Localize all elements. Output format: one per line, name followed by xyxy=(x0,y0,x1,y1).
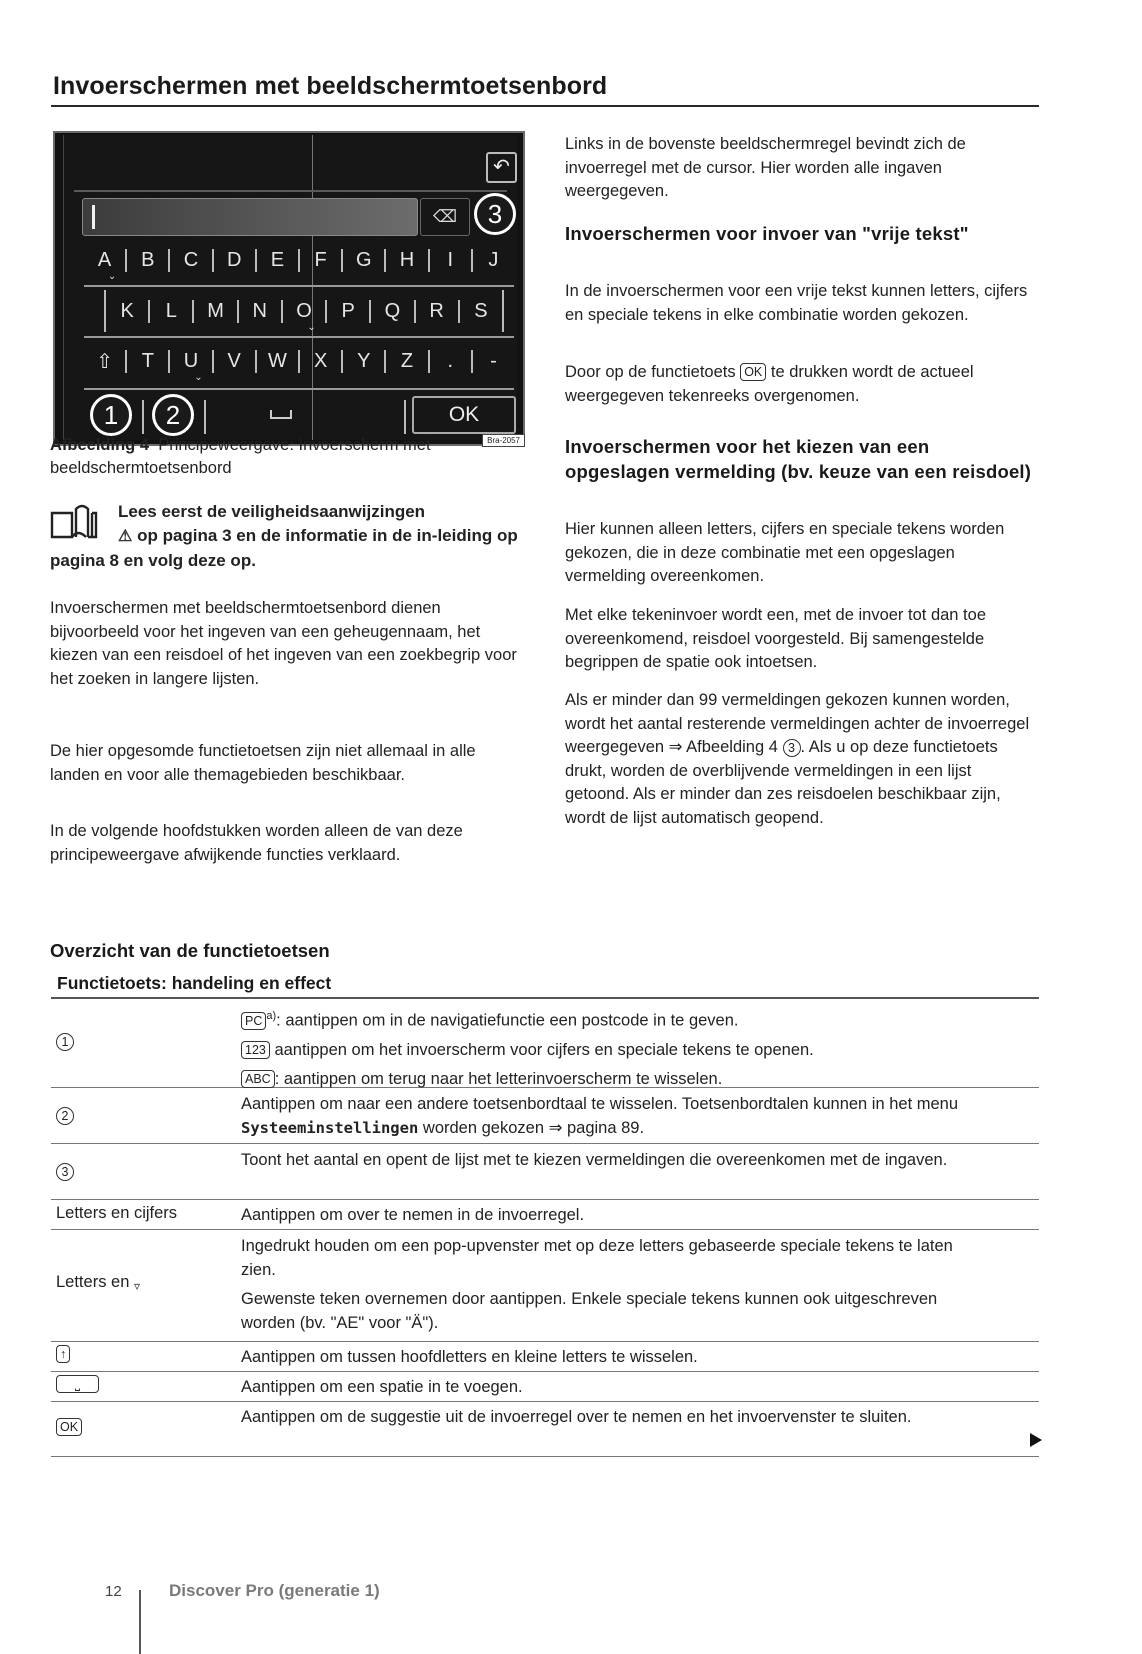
shift-keycap-icon: ↑ xyxy=(56,1345,70,1363)
figure-id: Bra-2057 xyxy=(482,434,525,447)
heading-free-text: Invoerschermen voor invoer van "vrije tekst" xyxy=(565,223,969,244)
key-separator xyxy=(404,400,406,434)
space-keycap-icon: ⎵ xyxy=(56,1375,99,1393)
table-row: ↑ Aantippen om tussen hoofdletters en kleine letters te wisselen. xyxy=(51,1342,1039,1372)
accent-icon: ⌄ xyxy=(307,321,316,333)
notice-line-1: Lees eerst de veiligheidsaanwijzingen xyxy=(118,502,426,521)
table-row: 3 Toont het aantal en opent de lijst met te kiezen vermeldingen die overeenkomen met de ingaven. xyxy=(51,1144,1039,1200)
callout-2-icon: 2 xyxy=(56,1107,74,1125)
text-cursor xyxy=(92,205,95,229)
key-a: A ⌄ xyxy=(97,248,117,282)
key-m: M xyxy=(192,300,236,323)
letters-accent-label: Letters en ▿ xyxy=(56,1273,141,1293)
table-row: ⎵ Aantippen om een spatie in te voegen. xyxy=(51,1372,1039,1402)
pc-keycap-icon: PC xyxy=(241,1012,266,1030)
right-intro: Links in de bovenste beeldschermregel bevindt zich de invoerregel met de cursor. Hier worden alle ingaven weergegeven. xyxy=(565,135,966,200)
footer-title: Discover Pro (generatie 1) xyxy=(169,1581,380,1600)
key-p: P xyxy=(325,300,369,323)
screen-area xyxy=(63,135,517,440)
left-paragraph-1: Invoerschermen met beeldschermtoetsenbord dienen bijvoorbeeld voor het ingeven van een geheugennaam, het kiezen van een reisdoel of het ingeven van een zoekbegrip voor het zoeken in langere lijsten. xyxy=(50,599,517,688)
keyboard-row-2 xyxy=(104,290,504,332)
key-hyphen: - xyxy=(471,350,514,373)
figure-caption xyxy=(50,434,520,480)
key-v: V xyxy=(212,350,255,373)
key-k: K xyxy=(120,299,134,322)
table-row: 2 Aantippen om naar een andere toetsenbordtaal te wisselen. Toetsenbordtalen kunnen in het menu Systeeminstellingen worden gekozen ⇒ pagina 89. xyxy=(51,1088,1039,1144)
remaining-entries-paragraph: Als er minder dan 99 vermeldingen gekozen kunnen worden, wordt het aantal resterende vermeldingen achter de invoerregel weergegeven ⇒ Afbeelding 4 3 . Als u op deze functietoets drukt, worden de overblijvende vermeldingen in een lijst getoond. Als er minder dan zes reisdoelen beschikbaar zijn, wordt de lijst automatisch geopend. xyxy=(565,691,1030,827)
ok-keycap-icon: OK xyxy=(740,363,766,381)
key-z: Z xyxy=(384,350,427,373)
key-l: L xyxy=(148,300,192,323)
screen-top-rule xyxy=(74,190,507,192)
callout-3-icon: 3 xyxy=(56,1163,74,1181)
pc-line: PC $^{a)}$: aantippen om in de navigatiefunctie een postcode in te geven. xyxy=(241,1004,1021,1033)
abc-line: ABC : aantippen om terug naar het letterinvoerscherm te wisselen. xyxy=(241,1067,1021,1091)
accent-triangle-icon: ▿ xyxy=(133,1279,141,1293)
key-separator xyxy=(204,400,206,434)
notice-line-2: op pagina 3 en de informatie in de in-leiding op pagina 8 en volg deze op. xyxy=(50,526,518,570)
callout-1-icon: 1 xyxy=(56,1033,74,1051)
backspace-icon: ⌫ xyxy=(420,198,470,236)
accent-icon: ⌄ xyxy=(194,371,203,383)
key-u: U ⌄ xyxy=(168,350,211,373)
next-page-arrow-icon xyxy=(1030,1433,1042,1447)
key-x: X xyxy=(298,350,341,373)
keyboard-row-1 xyxy=(84,239,514,281)
callout-2: 2 xyxy=(152,394,194,436)
input-line xyxy=(82,198,418,236)
keyboard-figure xyxy=(53,131,525,446)
caption-text: Principeweergave: Invoerscherm met beeldschermtoetsenbord xyxy=(50,436,431,477)
title-rule xyxy=(51,105,1039,107)
saved-entry-paragraph: Hier kunnen alleen letters, cijfers en speciale tekens worden gekozen, die in deze combinatie met een opgeslagen vermelding overeenkomen. xyxy=(565,520,1005,585)
key-separator xyxy=(142,400,144,434)
shift-icon: ⇧ xyxy=(96,350,113,373)
keyboard-rule xyxy=(84,388,514,390)
accent-icon: ⌄ xyxy=(107,270,117,282)
page-number: 12 xyxy=(105,1583,122,1600)
key-w: W xyxy=(255,350,298,373)
caption-label: Afbeelding 4 xyxy=(50,436,150,454)
key-j: J xyxy=(471,249,514,272)
table-row: Letters en cijfers Aantippen om over te nemen in de invoerregel. xyxy=(51,1200,1039,1230)
heading-saved-entry: Invoerschermen voor het kiezen van een opgeslagen vermelding (bv. keuze van een reisdoel) xyxy=(565,436,1032,482)
key-q: Q xyxy=(369,300,413,323)
ok-keycap-icon: OK xyxy=(56,1418,82,1436)
safety-notice xyxy=(50,500,520,573)
book-icon xyxy=(50,503,106,543)
keyboard-rule xyxy=(84,285,514,287)
table-row xyxy=(51,999,1039,1088)
free-text-paragraph: In de invoerschermen voor een vrije tekst kunnen letters, cijfers en speciale tekens in elke combinatie worden gekozen. xyxy=(565,282,1028,324)
left-paragraph-2: De hier opgesomde functietoetsen zijn niet allemaal in alle landen en voor alle themagebieden beschikbaar. xyxy=(50,742,476,784)
left-paragraph-3: In de volgende hoofdstukken worden alleen de van deze principeweergave afwijkende functies verklaard. xyxy=(50,822,463,864)
key-n: N xyxy=(237,300,281,323)
ok-paragraph: Door op de functietoets OK te drukken wordt de actueel weergegeven tekenreeks overgenomen. xyxy=(565,363,974,405)
space-icon xyxy=(270,410,292,419)
key-r: R xyxy=(414,300,458,323)
back-icon: ↶ xyxy=(486,152,517,183)
123-keycap-icon: 123 xyxy=(241,1041,270,1059)
key-o: O ⌄ xyxy=(281,300,325,323)
key-y: Y xyxy=(341,350,384,373)
warning-icon: ⚠ xyxy=(118,528,133,545)
keyboard-rule xyxy=(84,336,514,338)
key-b: B xyxy=(125,249,168,272)
key-s: S xyxy=(458,300,502,323)
key-t: T xyxy=(125,350,168,373)
keyboard-bottom-row xyxy=(82,394,512,438)
callout-3-icon: 3 xyxy=(783,739,801,757)
footer-divider xyxy=(139,1590,141,1654)
letters-digits-label: Letters en cijfers xyxy=(56,1204,178,1222)
key-e: E xyxy=(255,249,298,272)
key-h: H xyxy=(384,249,427,272)
callout-3: 3 xyxy=(474,193,516,235)
suggestion-paragraph: Met elke tekeninvoer wordt een, met de invoer tot dan toe overeenkomend, reisdoel voorgesteld. Bij samengestelde begrippen de spatie ook intoetsen. xyxy=(565,606,986,671)
123-line: 123 aantippen om het invoerscherm voor cijfers en speciale tekens te openen. xyxy=(241,1038,1021,1062)
table-row: OK Aantippen om de suggestie uit de invoerregel over te nemen en het invoervenster te sluiten. xyxy=(51,1402,1039,1457)
key-d: D xyxy=(212,249,255,272)
table-row: Letters en ▿ Ingedrukt houden om een pop-upvenster met op deze letters gebaseerde speciale tekens te laten zien. Gewenste teken overnemen door aantippen. Enkele speciale tekens kunnen ook uitgeschreven worden (bv. "AE" voor "Ä"). xyxy=(51,1230,1039,1342)
key-f: F xyxy=(298,249,341,272)
abc-keycap-icon: ABC xyxy=(241,1070,275,1088)
section-title: Overzicht van de functietoetsen xyxy=(50,940,330,961)
ok-key: OK xyxy=(412,396,516,434)
key-g: G xyxy=(341,249,384,272)
callout-1: 1 xyxy=(90,394,132,436)
page-title: Invoerschermen met beeldschermtoetsenbord xyxy=(53,72,608,100)
menu-system-settings: Systeeminstellingen xyxy=(241,1119,419,1137)
key-c: C xyxy=(168,249,211,272)
table-caption: Functietoets: handeling en effect xyxy=(57,973,332,993)
key-i: I xyxy=(428,249,471,272)
key-period: . xyxy=(428,350,471,373)
keyboard-row-3 xyxy=(84,340,514,382)
